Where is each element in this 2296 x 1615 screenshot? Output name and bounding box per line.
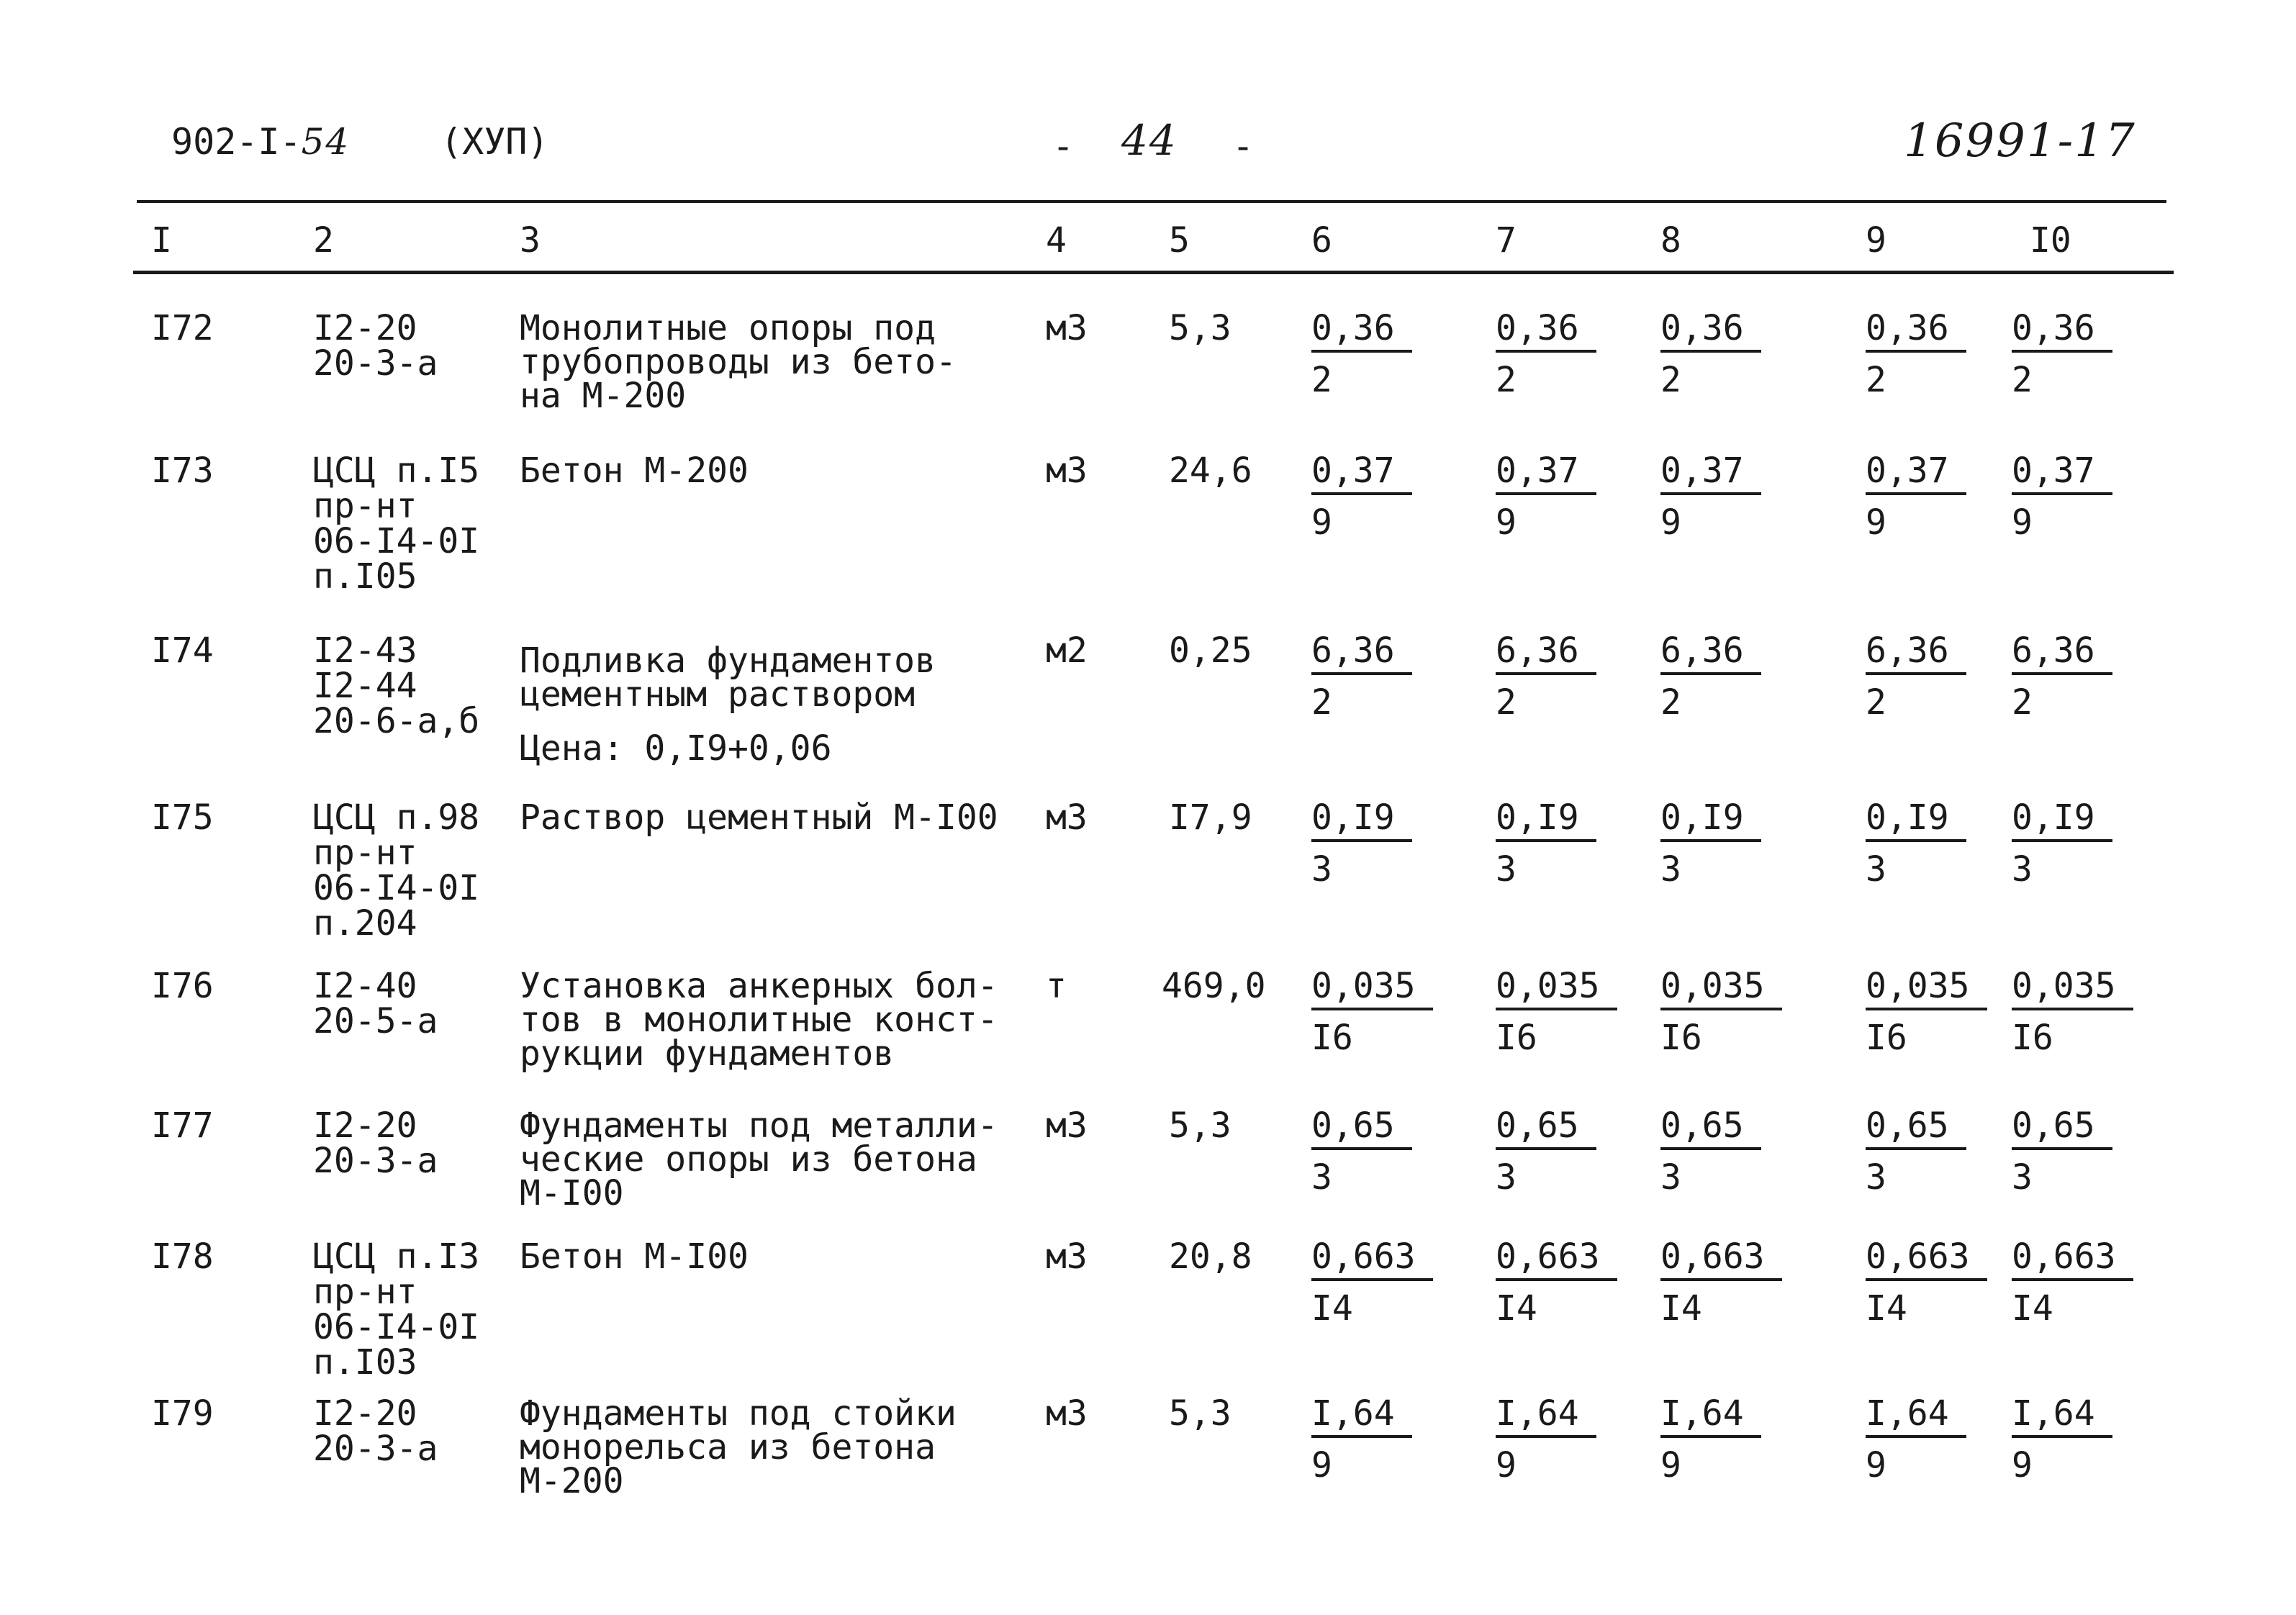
quantity-value: 0,I9 bbox=[1660, 800, 1761, 842]
quantity-subscript: 2 bbox=[1496, 360, 1517, 400]
quantity-subscript: 9 bbox=[1496, 502, 1517, 543]
quantity-subscript: 3 bbox=[1496, 849, 1517, 890]
quantity-fraction bbox=[1866, 308, 1966, 400]
quantity-fraction bbox=[2012, 630, 2112, 723]
quantity-fraction bbox=[1866, 797, 1966, 890]
norm-reference: пр-нт bbox=[313, 833, 417, 873]
quantity-value: I,64 bbox=[1866, 1396, 1966, 1438]
quantity-subscript: I4 bbox=[2012, 1288, 2053, 1329]
unit: м3 bbox=[1046, 451, 1088, 491]
quantity-subscript: 2 bbox=[1866, 682, 1886, 723]
doc-code bbox=[171, 121, 351, 163]
work-description: монорельса из бетона bbox=[520, 1427, 936, 1467]
quantity-value: 0,36 bbox=[2012, 311, 2112, 353]
row-number: I73 bbox=[151, 451, 214, 491]
quantity-fraction bbox=[1660, 308, 1761, 400]
quantity-fraction bbox=[1660, 1393, 1761, 1485]
quantity-subscript: I4 bbox=[1866, 1288, 1907, 1329]
quantity-value: 0,37 bbox=[2012, 453, 2112, 495]
quantity-value: 0,035 bbox=[1311, 969, 1433, 1010]
quantity-value: 0,663 bbox=[2012, 1239, 2133, 1281]
norm-reference: п.I03 bbox=[313, 1342, 417, 1383]
quantity-subscript: I4 bbox=[1660, 1288, 1702, 1329]
quantity-subscript: 3 bbox=[1311, 1157, 1332, 1198]
unit-price: 5,3 bbox=[1169, 1105, 1231, 1146]
work-description: на М-200 bbox=[520, 376, 687, 416]
row-number: I74 bbox=[151, 630, 214, 671]
quantity-subscript: 2 bbox=[1866, 360, 1886, 400]
quantity-fraction bbox=[1496, 1393, 1596, 1485]
row-number: I78 bbox=[151, 1236, 214, 1277]
quantity-value: 0,37 bbox=[1311, 453, 1412, 495]
row-number: I75 bbox=[151, 797, 214, 838]
quantity-fraction bbox=[1660, 630, 1761, 723]
quantity-subscript: I6 bbox=[1496, 1018, 1537, 1058]
quantity-value: I,64 bbox=[1660, 1396, 1761, 1438]
work-description: трубопроводы из бето- bbox=[520, 342, 957, 382]
quantity-fraction bbox=[1311, 451, 1412, 543]
norm-reference: ЦСЦ п.I3 bbox=[313, 1236, 480, 1277]
page-number: 44 bbox=[1121, 116, 1178, 165]
quantity-value: 0,I9 bbox=[1496, 800, 1596, 842]
quantity-value: I,64 bbox=[1496, 1396, 1596, 1438]
quantity-fraction bbox=[1866, 630, 1966, 723]
quantity-subscript: 9 bbox=[1496, 1445, 1517, 1485]
work-description: тов в монолитные конст- bbox=[520, 1000, 998, 1040]
unit-price: 5,3 bbox=[1169, 308, 1231, 348]
work-description: Бетон М-200 bbox=[520, 451, 749, 491]
quantity-fraction bbox=[2012, 451, 2112, 543]
unit: м3 bbox=[1046, 1236, 1088, 1277]
page-dash-left: - bbox=[1052, 125, 1075, 167]
quantity-fraction bbox=[1660, 451, 1761, 543]
quantity-subscript: 9 bbox=[1660, 1445, 1681, 1485]
quantity-subscript: 3 bbox=[2012, 849, 2033, 890]
quantity-value: 0,65 bbox=[1660, 1108, 1761, 1150]
norm-reference: п.204 bbox=[313, 903, 417, 944]
quantity-subscript: 9 bbox=[1311, 1445, 1332, 1485]
unit-price: I7,9 bbox=[1169, 797, 1252, 838]
column-number: I bbox=[151, 220, 172, 261]
row-number: I77 bbox=[151, 1105, 214, 1146]
quantity-value: 0,36 bbox=[1311, 311, 1412, 353]
quantity-subscript: 2 bbox=[1660, 360, 1681, 400]
quantity-subscript: 9 bbox=[1866, 502, 1886, 543]
page-dash-right: - bbox=[1232, 125, 1255, 167]
norm-reference: пр-нт bbox=[313, 486, 417, 526]
quantity-value: 0,I9 bbox=[1311, 800, 1412, 842]
quantity-fraction bbox=[1311, 966, 1433, 1058]
quantity-value: 0,663 bbox=[1660, 1239, 1782, 1281]
norm-reference: I2-40 bbox=[313, 966, 417, 1006]
work-description: Монолитные опоры под bbox=[520, 308, 936, 348]
quantity-value: 6,36 bbox=[1311, 633, 1412, 675]
unit: т bbox=[1046, 966, 1067, 1006]
quantity-fraction bbox=[1496, 797, 1596, 890]
work-description: рукции фундаментов bbox=[520, 1033, 895, 1074]
norm-reference: п.I05 bbox=[313, 556, 417, 597]
unit: м3 bbox=[1046, 308, 1088, 348]
unit: м2 bbox=[1046, 630, 1088, 671]
quantity-value: 0,035 bbox=[2012, 969, 2133, 1010]
unit-price: 5,3 bbox=[1169, 1393, 1231, 1434]
quantity-subscript: 2 bbox=[1660, 682, 1681, 723]
norm-reference: 06-I4-0I bbox=[313, 1307, 480, 1347]
quantity-fraction bbox=[2012, 797, 2112, 890]
unit-price: 0,25 bbox=[1169, 630, 1252, 671]
quantity-value: 0,035 bbox=[1866, 969, 1987, 1010]
work-description: М-200 bbox=[520, 1461, 624, 1501]
quantity-value: 0,65 bbox=[1496, 1108, 1596, 1150]
column-number: 2 bbox=[313, 220, 334, 261]
norm-reference: I2-20 bbox=[313, 308, 417, 348]
section-label: (ХУП) bbox=[440, 121, 549, 163]
quantity-value: 0,36 bbox=[1660, 311, 1761, 353]
quantity-value: 6,36 bbox=[1660, 633, 1761, 675]
quantity-subscript: 2 bbox=[2012, 682, 2033, 723]
quantity-value: 0,36 bbox=[1496, 311, 1596, 353]
row-number: I72 bbox=[151, 308, 214, 348]
quantity-fraction bbox=[2012, 1393, 2112, 1485]
quantity-fraction bbox=[1660, 966, 1782, 1058]
column-number: 3 bbox=[520, 220, 541, 261]
quantity-subscript: 3 bbox=[1866, 849, 1886, 890]
norm-reference: 20-6-а,б bbox=[313, 701, 480, 741]
quantity-value: 0,36 bbox=[1866, 311, 1966, 353]
quantity-subscript: 3 bbox=[1866, 1157, 1886, 1198]
work-description: Фундаменты под металли- bbox=[520, 1105, 998, 1146]
quantity-fraction bbox=[1866, 1105, 1966, 1198]
quantity-fraction bbox=[1660, 1105, 1761, 1198]
quantity-fraction bbox=[1496, 630, 1596, 723]
quantity-subscript: 2 bbox=[1311, 682, 1332, 723]
quantity-value: 0,65 bbox=[1866, 1108, 1966, 1150]
work-description: Установка анкерных бол- bbox=[520, 966, 998, 1006]
norm-reference: 06-I4-0I bbox=[313, 868, 480, 908]
quantity-fraction bbox=[2012, 308, 2112, 400]
unit-price: 469,0 bbox=[1162, 966, 1266, 1006]
quantity-fraction bbox=[1496, 1105, 1596, 1198]
quantity-subscript: 9 bbox=[1866, 1445, 1886, 1485]
norm-reference: I2-20 bbox=[313, 1393, 417, 1434]
quantity-value: 0,65 bbox=[2012, 1108, 2112, 1150]
quantity-subscript: 3 bbox=[1496, 1157, 1517, 1198]
norm-reference: I2-44 bbox=[313, 666, 417, 706]
quantity-value: 0,663 bbox=[1311, 1239, 1433, 1281]
column-number: I0 bbox=[2030, 220, 2071, 261]
unit: м3 bbox=[1046, 797, 1088, 838]
norm-reference: 20-3-а bbox=[313, 1141, 438, 1181]
quantity-subscript: I4 bbox=[1311, 1288, 1353, 1329]
quantity-subscript: 9 bbox=[1311, 502, 1332, 543]
quantity-subscript: I6 bbox=[1311, 1018, 1353, 1058]
quantity-value: I,64 bbox=[2012, 1396, 2112, 1438]
norm-reference: I2-20 bbox=[313, 1105, 417, 1146]
column-number: 7 bbox=[1496, 220, 1517, 261]
work-description: М-I00 bbox=[520, 1173, 624, 1213]
quantity-fraction bbox=[1496, 1236, 1617, 1329]
column-number: 5 bbox=[1169, 220, 1190, 261]
quantity-fraction bbox=[1496, 966, 1617, 1058]
work-description: цементным раствором bbox=[520, 674, 916, 715]
column-number: 8 bbox=[1660, 220, 1681, 261]
quantity-value: 0,37 bbox=[1866, 453, 1966, 495]
norm-reference: ЦСЦ п.98 bbox=[313, 797, 480, 838]
quantity-subscript: 2 bbox=[2012, 360, 2033, 400]
norm-reference: 20-3-а bbox=[313, 343, 438, 384]
quantity-value: 0,I9 bbox=[2012, 800, 2112, 842]
quantity-fraction bbox=[1311, 630, 1412, 723]
quantity-fraction bbox=[1496, 451, 1596, 543]
work-description: Подливка фундаментов bbox=[520, 641, 936, 681]
quantity-fraction bbox=[1311, 1393, 1412, 1485]
quantity-fraction bbox=[2012, 1236, 2133, 1329]
doc-code-handwritten: 54 bbox=[301, 121, 351, 163]
quantity-value: 0,663 bbox=[1496, 1239, 1617, 1281]
quantity-value: 0,035 bbox=[1496, 969, 1617, 1010]
quantity-subscript: 3 bbox=[1660, 1157, 1681, 1198]
quantity-value: 0,37 bbox=[1660, 453, 1761, 495]
quantity-fraction bbox=[1660, 1236, 1782, 1329]
top-rule bbox=[137, 200, 2166, 203]
quantity-fraction bbox=[2012, 966, 2133, 1058]
row-number: I79 bbox=[151, 1393, 214, 1434]
unit: м3 bbox=[1046, 1393, 1088, 1434]
norm-reference: I2-43 bbox=[313, 630, 417, 671]
doc-code-printed: 902-I- bbox=[171, 121, 302, 163]
quantity-fraction bbox=[1660, 797, 1761, 890]
norm-reference: ЦСЦ п.I5 bbox=[313, 451, 480, 491]
quantity-fraction bbox=[1866, 1236, 1987, 1329]
quantity-subscript: 3 bbox=[1311, 849, 1332, 890]
unit-price: 20,8 bbox=[1169, 1236, 1252, 1277]
quantity-subscript: I6 bbox=[1866, 1018, 1907, 1058]
quantity-subscript: I4 bbox=[1496, 1288, 1537, 1329]
quantity-value: 0,I9 bbox=[1866, 800, 1966, 842]
quantity-fraction bbox=[1866, 966, 1987, 1058]
column-number: 9 bbox=[1866, 220, 1886, 261]
norm-reference: 06-I4-0I bbox=[313, 521, 480, 561]
work-description: Бетон М-I00 bbox=[520, 1236, 749, 1277]
quantity-subscript: 9 bbox=[2012, 1445, 2033, 1485]
row-number: I76 bbox=[151, 966, 214, 1006]
price-note: Цена: 0,I9+0,06 bbox=[520, 728, 832, 769]
norm-reference: 20-5-а bbox=[313, 1001, 438, 1041]
column-number: 6 bbox=[1311, 220, 1332, 261]
quantity-fraction bbox=[1311, 1105, 1412, 1198]
quantity-subscript: 3 bbox=[1660, 849, 1681, 890]
header-rule bbox=[133, 271, 2174, 274]
work-description: Фундаменты под стойки bbox=[520, 1393, 957, 1434]
quantity-value: 6,36 bbox=[1496, 633, 1596, 675]
sheet-number: 16991-17 bbox=[1904, 114, 2136, 168]
unit-price: 24,6 bbox=[1169, 451, 1252, 491]
quantity-subscript: I6 bbox=[2012, 1018, 2053, 1058]
quantity-fraction bbox=[1866, 451, 1966, 543]
quantity-value: 0,37 bbox=[1496, 453, 1596, 495]
quantity-subscript: 9 bbox=[2012, 502, 2033, 543]
quantity-fraction bbox=[2012, 1105, 2112, 1198]
quantity-subscript: 9 bbox=[1660, 502, 1681, 543]
quantity-fraction bbox=[1496, 308, 1596, 400]
norm-reference: пр-нт bbox=[313, 1272, 417, 1312]
quantity-fraction bbox=[1311, 797, 1412, 890]
quantity-subscript: 2 bbox=[1496, 682, 1517, 723]
unit: м3 bbox=[1046, 1105, 1088, 1146]
quantity-subscript: I6 bbox=[1660, 1018, 1702, 1058]
quantity-fraction bbox=[1311, 1236, 1433, 1329]
quantity-value: 6,36 bbox=[1866, 633, 1966, 675]
norm-reference: 20-3-а bbox=[313, 1429, 438, 1469]
quantity-subscript: 2 bbox=[1311, 360, 1332, 400]
quantity-fraction bbox=[1866, 1393, 1966, 1485]
quantity-value: I,64 bbox=[1311, 1396, 1412, 1438]
quantity-value: 6,36 bbox=[2012, 633, 2112, 675]
work-description: ческие опоры из бетона bbox=[520, 1139, 977, 1180]
quantity-fraction bbox=[1311, 308, 1412, 400]
work-description: Раствор цементный М-I00 bbox=[520, 797, 998, 838]
quantity-value: 0,663 bbox=[1866, 1239, 1987, 1281]
quantity-value: 0,65 bbox=[1311, 1108, 1412, 1150]
quantity-value: 0,035 bbox=[1660, 969, 1782, 1010]
column-number: 4 bbox=[1046, 220, 1067, 261]
quantity-subscript: 3 bbox=[2012, 1157, 2033, 1198]
